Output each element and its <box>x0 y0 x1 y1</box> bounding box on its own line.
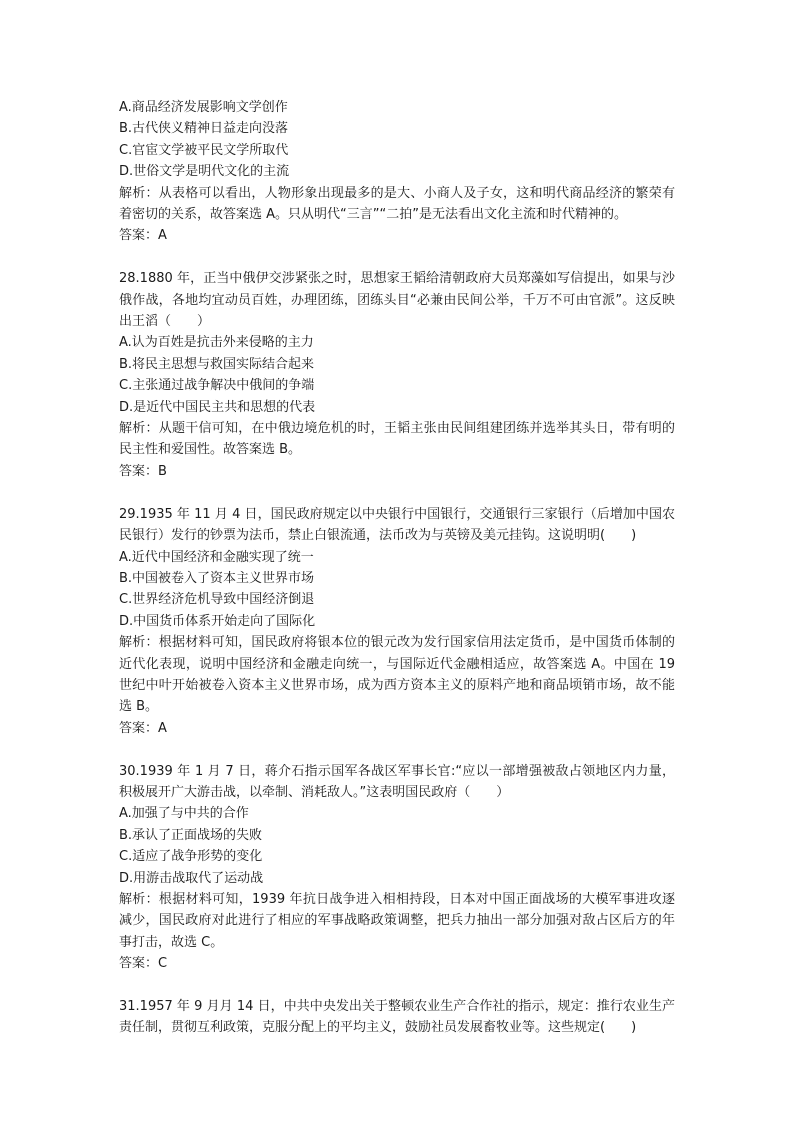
question-31-block <box>119 996 675 1039</box>
question-stem: 30.1939 年 1 月 7 日，蒋介石指示国军各战区军事长官:“应以一部增强被敌占领地区内力量，积极展开广大游击战，以牵制、消耗敌人。”这表明国民政府（ ） <box>119 763 675 800</box>
option-d: D.用游击战取代了运动战 <box>119 870 264 886</box>
option-a: A.认为百姓是抗击外来侵略的主力 <box>119 335 314 351</box>
option-b: B.古代侠义精神日益走向没落 <box>119 121 289 137</box>
option-c: C.官宦文学被平民文学所取代 <box>119 142 289 158</box>
answer-text: 答案：C <box>119 956 168 972</box>
question-stem: 28.1880 年，正当中俄伊交涉紧张之时，思想家王韬给清朝政府大员郑藻如写信提出，如果与沙俄作战，各地均宜动员百姓，办理团练，团练头目“必兼由民间公举，千万不可由官派”。这反映出王滔（ ） <box>119 271 675 330</box>
option-d: D.是近代中国民主共和思想的代表 <box>119 399 316 415</box>
option-c: C.主张通过战争解决中俄间的争端 <box>119 378 315 394</box>
question-28-block <box>119 268 675 482</box>
option-b: B.将民主思想与救国实际结合起来 <box>119 356 315 372</box>
question-29-block <box>119 504 675 739</box>
option-c: C.适应了战争形势的变化 <box>119 849 263 865</box>
answer-text: 答案：A <box>119 720 167 736</box>
analysis-text: 解析：根据材料可知，1939 年抗日战争进入相相持段，日本对中国正面战场的大模军事进攻逐减少，国民政府对此进行了相应的军事战略政策调整，把兵力抽出一部分加强对敌占区后方的年事打击，故选 C。 <box>119 891 675 950</box>
option-a: A.加强了与中共的合作 <box>119 806 249 822</box>
option-d: D.中国货币体系开始走向了国际化 <box>119 613 316 629</box>
document-body <box>119 97 675 1039</box>
analysis-text: 解析：从题干信可知，在中俄边境危机的时，王韬主张由民间组建团练并选举其头日，带有明的民主性和爱国性。故答案选 B。 <box>119 421 675 458</box>
question-30-block <box>119 761 675 975</box>
answer-text: 答案：A <box>119 228 167 244</box>
analysis-text: 解析：从表格可以看出，人物形象出现最多的是大、小商人及子女，这和明代商品经济的繁荣有着密切的关系，故答案选 A。只从明代“三言”“二拍”是无法看出文化主流和时代精神的。 <box>119 185 675 223</box>
question-stem: 31.1957 年 9 月月 14 日，中共中央发出关于整顿农业生产合作社的指示，规定：推行农业生产责任制，贯彻互利政策，克服分配上的平均主义，鼓励社员发展畜牧业等。这些规定( ) <box>119 999 675 1036</box>
question-27-block <box>119 97 675 247</box>
question-stem: 29.1935 年 11 月 4 日，国民政府规定以中央银行中国银行，交通银行三家银行（后增加中国农民银行）发行的钞票为法币，禁止白银流通，法币改为与英镑及美元挂钩。这说明明( ) <box>119 506 675 544</box>
option-b: B.承认了正面战场的失败 <box>119 827 263 843</box>
option-a: A.近代中国经济和金融实现了统一 <box>119 549 314 565</box>
answer-text: 答案：B <box>119 463 167 479</box>
option-a: A.商品经济发展影响文学创作 <box>119 100 288 115</box>
option-c: C.世界经济危机导致中国经济倒退 <box>119 592 315 608</box>
option-d: D.世俗文学是明代文化的主流 <box>119 164 290 180</box>
analysis-text: 解析：根据材料可知，国民政府将银本位的银元改为发行国家信用法定货币，是中国货币体制的近代化表现，说明中国经济和金融走向统一，与国际近代金融相适应，故答案选 A。中国在 19 世纪中叶开始被卷入资本主义世界市场，成为西方资本主义的原料产地和商品顷销市场，故不能选 B。 <box>119 635 675 715</box>
option-b: B.中国被卷入了资本主义世界市场 <box>119 570 315 586</box>
